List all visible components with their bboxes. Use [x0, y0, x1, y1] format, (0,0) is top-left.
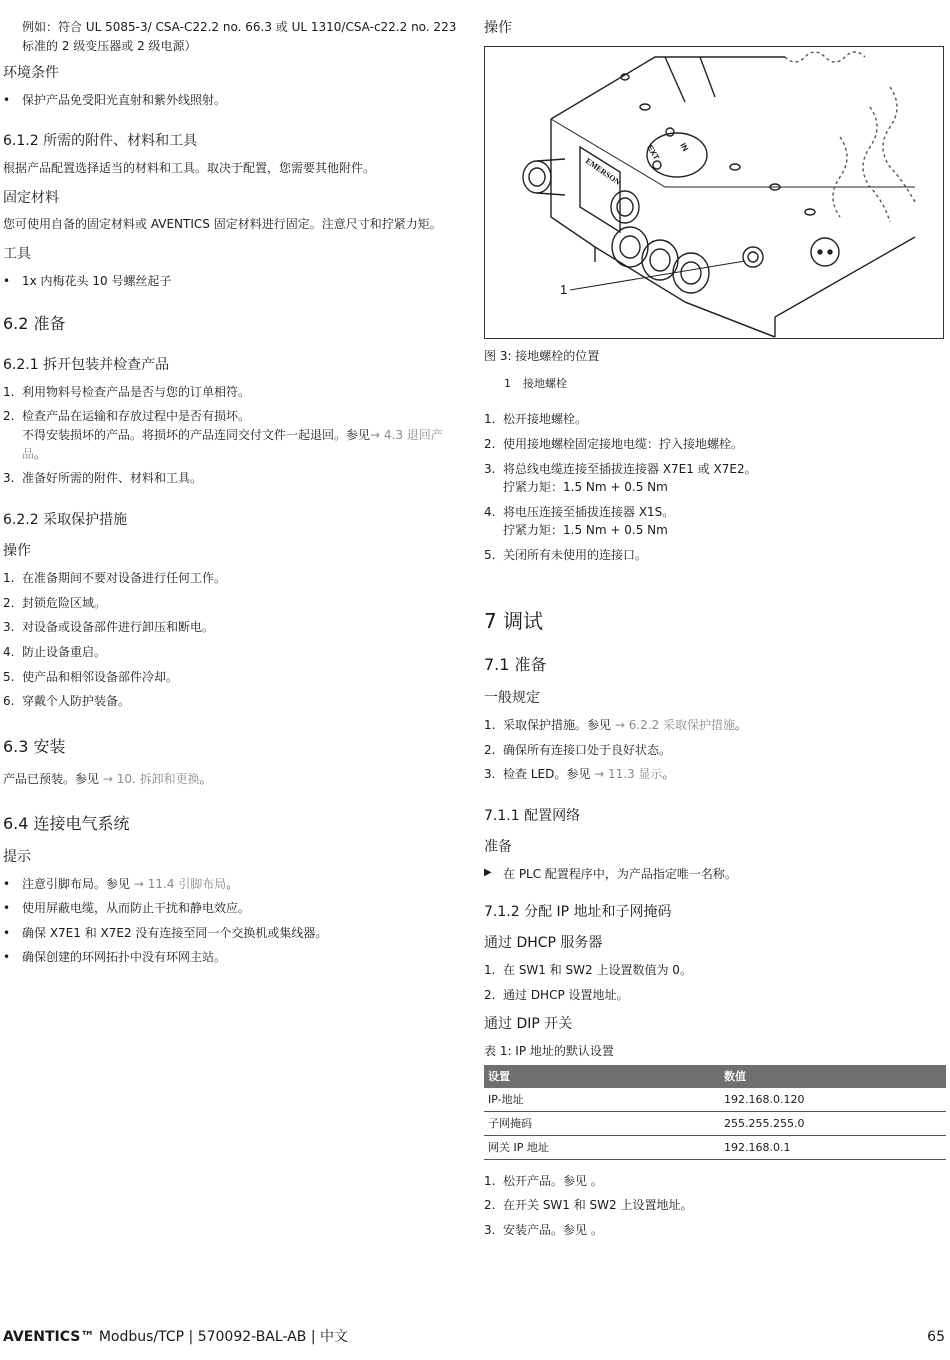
section-6-3-heading: 6.3 安装: [3, 736, 66, 756]
section-6-3-text: 产品已预装。参见 → 10. 拆卸和更换。: [3, 771, 212, 786]
figure-mark-in: IN: [678, 141, 691, 153]
operation-heading: 操作: [3, 543, 31, 560]
table-cell: 255.255.255.0: [720, 1111, 946, 1135]
list-item: 3. 准备好所需的附件、材料和工具。: [3, 471, 203, 486]
bullet-icon: •: [3, 876, 11, 891]
table-row: [484, 1088, 946, 1112]
preparation-heading: 准备: [484, 839, 512, 856]
env-list: [3, 91, 463, 110]
ip-default-table: [484, 1065, 946, 1160]
section-7-1-1-heading: 7.1.1 配置网络: [484, 807, 581, 824]
tools-heading: 工具: [3, 246, 31, 263]
bullet-icon: •: [3, 901, 11, 916]
intro-line-2: 标准的 2 级变压器或 2 级电源）: [22, 38, 197, 53]
list-item: 1. 松开产品。参见 。: [484, 1173, 603, 1188]
list-item: • 使用屏蔽电缆，从而防止干扰和静电效应。: [3, 899, 463, 918]
bullet-icon: •: [3, 925, 11, 940]
list-item: • 1x 内梅花头 10 号螺丝起子: [3, 272, 463, 291]
intro-line-1: 例如：符合 UL 5085-3/ CSA-C22.2 no. 66.3 或 UL 1310/CSA-c22.2 no. 223: [22, 20, 457, 34]
device-illustration: [485, 47, 944, 339]
list-item: 2. 在开关 SW1 和 SW2 上设置地址。: [484, 1198, 693, 1213]
grounding-bolt-figure: [484, 46, 944, 339]
section-6-2-2-heading: 6.2.2 采取保护措施: [3, 511, 128, 528]
tip-heading: 提示: [3, 848, 31, 865]
list-item: 5. 关闭所有未使用的连接口。: [484, 547, 648, 562]
bullet-icon: •: [3, 950, 11, 965]
bullet-icon: •: [3, 92, 11, 107]
footer-document-info: Modbus/TCP | 570092-BAL-AB | 中文: [94, 1329, 348, 1345]
grounding-steps-list: [484, 410, 946, 564]
page-footer: [3, 1327, 947, 1349]
section-6-2-heading: 6.2 准备: [3, 314, 66, 334]
bullet-icon: •: [3, 273, 11, 288]
table-row: [484, 1135, 946, 1159]
list-item: 3. 安装产品。参见 。: [484, 1222, 603, 1237]
list-item: ▶ 在 PLC 配置程序中，为产品指定唯一名称。: [484, 867, 737, 882]
list-item: 1. 利用物料号检查产品是否与您的订单相符。: [3, 384, 251, 399]
table-title: 表 1: IP 地址的默认设置: [484, 1043, 614, 1058]
list-item: 3. 检查 LED。参见 → 11.3 显示。: [484, 767, 675, 782]
list-item: 2. 检查产品在运输和存放过程中是否有损坏。 不得安装损坏的产品。将损坏的产品连同交付文件一起退回。参见→ 4.3 退回产品。: [3, 409, 443, 461]
general-heading: 一般规定: [484, 690, 540, 707]
table-header-cell: 数值: [720, 1065, 946, 1088]
table-header-row: [484, 1065, 946, 1088]
table-cell: 子网掩码: [484, 1111, 720, 1135]
left-column: [3, 18, 463, 973]
list-item: 2. 使用接地螺栓固定接地电缆：拧入接地螺栓。: [484, 436, 744, 451]
operation-heading: 操作: [484, 20, 512, 36]
dhcp-heading: 通过 DHCP 服务器: [484, 935, 603, 952]
list-item: • 确保创建的环网拓扑中没有环网主站。: [3, 948, 463, 967]
dip-steps-list: [484, 1172, 946, 1240]
general-list: [484, 716, 946, 784]
tools-list: [3, 272, 463, 291]
cross-reference-link[interactable]: → 11.4 引脚布局: [133, 876, 227, 891]
section-7-1-2-heading: 7.1.2 分配 IP 地址和子网掩码: [484, 903, 672, 920]
list-item: 4. 将电压连接至插拔连接器 X1S。 拧紧力矩：1.5 Nm + 0.5 Nm: [484, 504, 675, 538]
dhcp-list: [484, 961, 946, 1004]
protection-list: [3, 569, 463, 711]
cross-reference-link[interactable]: → 10. 拆卸和更换: [102, 771, 200, 786]
list-item: • 确保 X7E1 和 X7E2 没有连接至同一个交换机或集线器。: [3, 924, 463, 943]
unpack-list: [3, 383, 463, 488]
section-6-1-2-heading: 6.1.2 所需的附件、材料和工具: [3, 133, 198, 150]
section-6-4-heading: 6.4 连接电气系统: [3, 814, 130, 834]
table-cell: 192.168.0.1: [720, 1135, 946, 1159]
arrow-right-icon: ▶: [484, 867, 492, 879]
table-header-cell: 设置: [484, 1065, 720, 1088]
list-item: 1. 在 SW1 和 SW2 上设置数值为 0。: [484, 963, 692, 978]
fixing-material-heading: 固定材料: [3, 189, 59, 206]
list-item: 1. 采取保护措施。参见 → 6.2.2 采取保护措施。: [484, 717, 748, 732]
section-6-1-2-text: 根据产品配置选择适当的材料和工具。取决于配置，您需要其他附件。: [3, 161, 376, 176]
cross-reference-link[interactable]: → 4.3 退回产品: [22, 427, 443, 461]
list-item: 1. 松开接地螺栓。: [484, 412, 588, 427]
cross-reference-link[interactable]: → 6.2.2 采取保护措施: [614, 717, 736, 732]
table-cell: IP-地址: [484, 1088, 720, 1112]
section-6-2-1-heading: 6.2.1 拆开包装并检查产品: [3, 357, 170, 374]
figure-brand-logo: EMERSON: [583, 155, 623, 187]
chapter-7-heading: 7 调试: [484, 609, 544, 634]
list-item: 4. 防止设备重启。: [3, 644, 107, 659]
figure-legend: 1 接地螺栓: [504, 377, 567, 391]
tip-list: [3, 875, 463, 967]
list-item: 2. 通过 DHCP 设置地址。: [484, 987, 629, 1002]
table-cell: 192.168.0.120: [720, 1088, 946, 1112]
list-item: 5. 使产品和相邻设备部件冷却。: [3, 669, 179, 684]
list-item: 2. 确保所有连接口处于良好状态。: [484, 742, 672, 757]
section-7-1-heading: 7.1 准备: [484, 655, 547, 675]
cross-reference-link[interactable]: → 11.3 显示: [594, 767, 663, 782]
figure-mark-ext: EXT: [645, 143, 661, 162]
preparation-list: [484, 865, 946, 884]
figure-callout-1: 1: [560, 281, 568, 297]
env-heading: 环境条件: [3, 65, 59, 82]
table-row: [484, 1111, 946, 1135]
list-item: 3. 将总线电缆连接至插拔连接器 X7E1 或 X7E2。 拧紧力矩：1.5 Nm + 0.5 Nm: [484, 461, 757, 495]
right-column: [484, 18, 946, 1246]
footer-brand: AVENTICS™: [3, 1329, 95, 1345]
list-item: • 注意引脚布局。参见 → 11.4 引脚布局。: [3, 875, 463, 894]
list-item: 6. 穿戴个人防护装备。: [3, 694, 131, 709]
intro-text: [3, 18, 463, 55]
page-number: 65: [927, 1329, 945, 1345]
figure-caption: 图 3: 接地螺栓的位置: [484, 348, 600, 363]
fixing-material-text: 您可使用自备的固定材料或 AVENTICS 固定材料进行固定。注意尺寸和拧紧力矩。: [3, 217, 442, 232]
table-cell: 网关 IP 地址: [484, 1135, 720, 1159]
list-item: • 保护产品免受阳光直射和紫外线照射。: [3, 91, 463, 110]
dip-heading: 通过 DIP 开关: [484, 1016, 573, 1033]
list-item: 2. 封锁危险区域。: [3, 595, 107, 610]
list-item: 1. 在准备期间不要对设备进行任何工作。: [3, 571, 227, 586]
list-item: 3. 对设备或设备部件进行卸压和断电。: [3, 620, 215, 635]
